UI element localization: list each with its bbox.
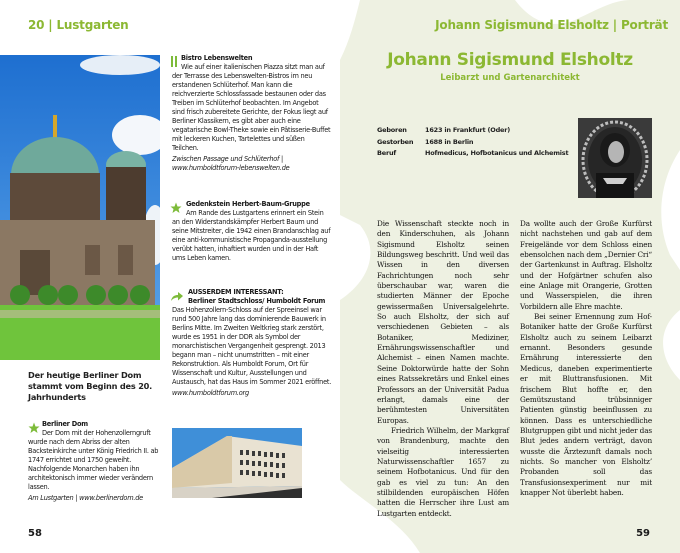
right-page — [340, 0, 680, 553]
elsholtz-portrait-engraving — [578, 118, 652, 198]
bistro-body: Wie auf einer italienischen Piazza sitzt man auf der Terrasse des Lebenswelten-Bistros im neu erstandenen Schlüterhof. Man kann die reichverzierte Schlossfassade bestaunen oder das Treiben im Schlüterhof beobachten. Im Angebot sind frisch zubereitete Gerichte, der Fokus liegt auf Berliner Klassikern, es gibt aber auch eine vegatarische Bowl-Theke sowie ein Pâtisserie-Buffet mit leckeren Kuchen, Tartelettes und süßen Teilchen. — [172, 63, 331, 152]
gedenkstein-body: Am Rande des Lustgartens erinnert ein Stein an den Widerstandskämpfer Herbert Baum und seine Mitstreiter, die 1942 einen Brandanschlag auf eine anti-kommunistische Propaganda-ausstellung verübt hatten, inhaftiert wurden und in der Haft ums Leben kamen. — [172, 209, 331, 262]
running-head-left: 20 | Lustgarten — [28, 18, 129, 32]
ausserdem-title: Berliner Stadtschloss/ Humboldt Forum — [188, 297, 326, 305]
info-box-berliner-dom — [28, 420, 163, 503]
facts-row-born — [377, 125, 568, 137]
facts-label: Beruf — [377, 149, 397, 157]
paragraph: Bei seiner Ernennung zum Hof-Botaniker hatte der Große Kurfürst Elsholtz auch zu seinem Leibarzt ernannt. Besonders gesunde Ernährung interessierte den Medicus, daneben experimentierte er mit Bluttransfusionen. Mit frischem Blut hoffte er, den Gemütszustand trübsinniger Patienten günstig beeinflussen zu können. Dass es unterschiedliche Blutgruppen gibt und nicht jeder das Blut jedes andern verträgt, davon wusste die Ärztezunft damals noch nichts. So mancher von Elsholtz’ Probanden soll das Transfusionsexperiment nur mit knapper Not überlebt haben. — [520, 312, 652, 497]
page-title: Johann Sigismund Elsholtz — [387, 50, 633, 70]
text-column-2 — [520, 219, 652, 498]
gedenkstein-title: Gedenkstein Herbert-Baum-Gruppe — [186, 200, 310, 208]
facts-row-died — [377, 137, 568, 149]
ausserdem-address[interactable]: www.humboldtforum.org — [172, 389, 249, 397]
page-subtitle: Leibarzt und Gartenarchitekt — [440, 73, 580, 83]
paragraph: Da wollte auch der Große Kurfürst nicht nachstehen und gab auf dem Freigelände vor dem Schloss einen ebensolchen nach dem „Dernier Cri“ der Gartenkunst in Auftrag. Elsholtz und der Hofgärtner schufen also eine Anlage mit Orangerie, Grotten und Wasserspielen, die ihren Vorbildern alle Ehre machte. — [520, 219, 652, 311]
facts-value: 1688 in Berlin — [425, 137, 474, 146]
paragraph: Friedrich Wilhelm, der Markgraf von Brandenburg, machte den vielseitig interessierten Naturwissenschaftler 1657 zu seinem Hofbotanicus. Und für den gab es viel zu tun: An den stilbildenden europäischen Höfen hatten die Herrscher ihre Lust am Lustgarten entdeckt. — [377, 425, 509, 518]
running-head-right: Johann Sigismund Elsholtz | Porträt — [435, 18, 668, 32]
paragraph: Die Wissenschaft steckte noch in den Kinderschuhen, als Johann Sigismund Elsholtz seinen Bildungsweg beschritt. Und weil das Wissen in den diversen Fachrichtungen noch sehr überschaubar war, waren die studierten Männer der Epoche gewissermaßen Universalgelehrte. So auch Elsholtz, der sich auf verschiedenen Gebieten – als Botaniker, Mediziner, Ernährungswissenschaftler und Alchemist – einen Namen machte. Seine Doktorwürde hatte der Sohn eines Ratssekretärs und Enkel eines Professors an der Universität Padua erlangt, damals eine der berühmtesten Universitäten Europas. — [377, 219, 509, 425]
berliner-dom-photo — [0, 55, 160, 360]
humboldt-forum-photo — [172, 428, 302, 498]
facts-label: Geboren — [377, 126, 407, 134]
info-box-bistro — [172, 54, 332, 173]
text-column-1 — [377, 219, 509, 519]
photo-caption: Der heutige Berliner Dom stammt vom Beginn des 20. Jahrhunderts — [28, 370, 153, 402]
facts-value: Hofmedicus, Hofbotanicus und Alchemist — [425, 149, 569, 157]
page-number-left: 58 — [28, 528, 42, 539]
dom-body: Der Dom mit der Hohenzollerngruft wurde nach dem Abriss der alten Backsteinkirche unter König Friedrich II. ab 1747 errichtet und 1750 geweiht. Nachfolgende Monarchen haben ihn architektonisch immer wieder verändern lassen. — [28, 429, 159, 491]
bistro-address[interactable]: Zwischen Passage und Schlüterhof | www.humboldtforum-lebenswelten.de — [172, 155, 290, 172]
facts-value: 1623 in Frankfurt (Oder) — [425, 126, 511, 134]
facts-table — [377, 125, 568, 160]
info-box-ausserdem — [172, 288, 332, 398]
page-number-right: 59 — [636, 528, 650, 539]
facts-row-profession — [377, 148, 568, 160]
dom-address[interactable]: Am Lustgarten | www.berlinerdom.de — [28, 494, 143, 502]
info-box-gedenkstein — [172, 200, 332, 263]
ausserdem-body: Das Hohenzollern-Schloss auf der Spreeinsel war rund 500 Jahre lang das dominierende Bauwerk in Berlins Mitte. Im Zweiten Weltkrieg stark zerstört, wurde es 1951 in der DDR als Symbol der monarchistischen Vergangenheit gesprengt. 2013 begann man – nicht unumstritten – mit einer Rekonstruktion. Als Humboldt Forum, Ort für Wissenschaft und Kultur, Ausstellungen und Austausch, hat das Haus im Sommer 2021 eröffnet. — [172, 306, 332, 386]
ausserdem-kicker: AUSSERDEM INTERESSANT: — [188, 288, 284, 296]
facts-label: Gestorben — [377, 137, 414, 146]
bistro-title: Bistro Lebenswelten — [181, 54, 253, 62]
dom-title: Berliner Dom — [42, 420, 88, 428]
